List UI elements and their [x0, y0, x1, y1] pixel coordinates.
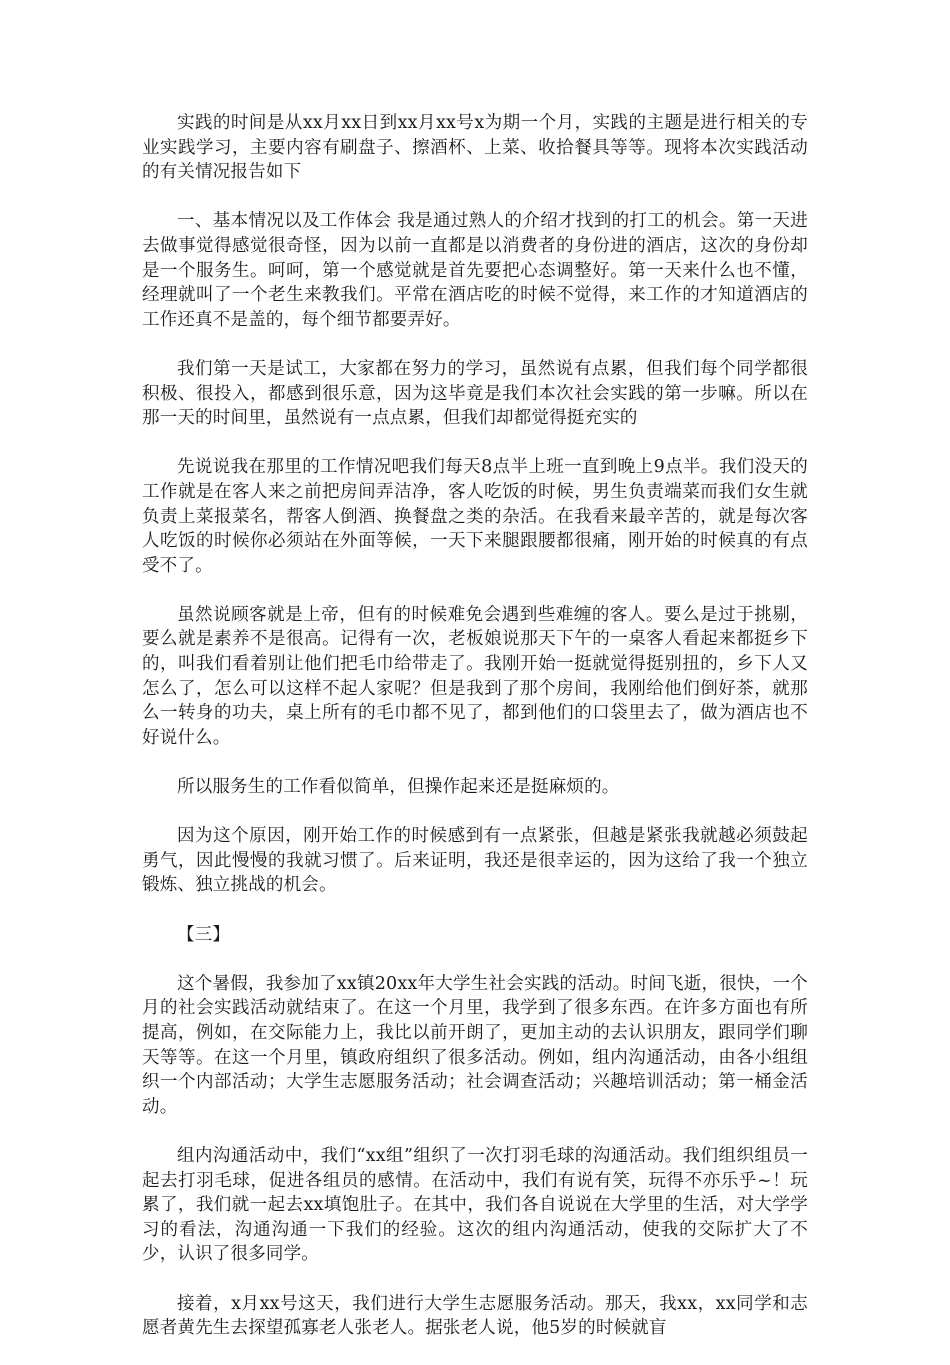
- paragraph-opportunity: 因为这个原因，刚开始工作的时候感到有一点紧张，但越是紧张我就越必须鼓起勇气，因此慢慢的我就习惯了。后来证明，我还是很幸运的，因为这给了我一个独立锻炼、独立挑战的机会。: [142, 826, 808, 896]
- section-heading: 【三】: [177, 924, 231, 945]
- paragraph-basic-situation: 一、基本情况以及工作体会 我是通过熟人的介绍才找到的打工的机会。第一天进去做事觉得感觉很奇怪，因为以前一直都是以消费者的身份进的酒店，这次的身份却是一个服务生。呵呵，第一个感觉就是首先要把心态调整好。第一天来什么也不懂，经理就叫了一个老生来教我们。平常在酒店吃的时候不觉得，来工作的才知道酒店的工作还真不是盖的，每个细节都要弄好。: [142, 211, 808, 330]
- paragraph-conclusion-short: 所以服务生的工作看似简单，但操作起来还是挺麻烦的。: [177, 777, 620, 798]
- document-body: [142, 111, 808, 1365]
- paragraph-difficult-guests: 虽然说顾客就是上帝，但有的时候难免会遇到些难缠的客人。要么是过于挑剔，要么就是素养不是很高。记得有一次，老板娘说那天下午的一桌客人看起来都挺乡下的，叫我们看着别让他们把毛巾给带走了。我刚开始一挺就觉得挺别扭的，乡下人又怎么了，怎么可以这样不起人家呢？但是我到了那个房间，我刚给他们倒好茶，就那么一转身的功夫，桌上所有的毛巾都不见了，都到他们的口袋里去了，做为酒店也不好说什么。: [142, 604, 808, 748]
- paragraph-first-day: 我们第一天是试工，大家都在努力的学习，虽然说有点累，但我们每个同学都很积极、很投入，都感到很乐意，因为这毕竟是我们本次社会实践的第一步嘛。所以在那一天的时间里，虽然说有一点点累，但我们却都觉得挺充实的: [142, 358, 808, 429]
- paragraph-intro: 实践的时间是从xx月xx日到xx月xx号x为期一个月，实践的主题是进行相关的专业实践学习，主要内容有刷盘子、擦酒杯、上菜、收拾餐具等等。现将本次实践活动的有关情况报告如下: [142, 113, 808, 183]
- paragraph-volunteer-service: 接着，x月xx号这天，我们进行大学生志愿服务活动。那天，我xx，xx同学和志愿者黄先生去探望孤寡老人张老人。据张老人说，他5岁的时候就盲: [142, 1293, 808, 1339]
- paragraph-group-activity: 组内沟通活动中，我们“xx组”组织了一次打羽毛球的沟通活动。我们组织组员一起去打羽毛球，促进各组员的感情。在活动中，我们有说有笑，玩得不亦乐乎~！玩累了，我们就一起去xx填饱肚子。在其中，我们各自说说在大学里的生活，对大学学习的看法，沟通沟通一下我们的经验。这次的组内沟通活动，使我的交际扩大了不少，认识了很多同学。: [142, 1145, 808, 1265]
- paragraph-summer-practice: 这个暑假，我参加了xx镇20xx年大学生社会实践的活动。时间飞逝，很快，一个月的社会实践活动就结束了。在这一个月里，我学到了很多东西。在许多方面也有所提高，例如，在交际能力上，我比以前开朗了，更加主动的去认识朋友，跟同学们聊天等等。在这一个月里，镇政府组织了很多活动。例如，组内沟通活动，由各小组组织一个内部活动；大学生志愿服务活动；社会调查活动；兴趣培训活动；第一桶金活动。: [142, 973, 808, 1117]
- paragraph-work-details: 先说说我在那里的工作情况吧我们每天8点半上班一直到晚上9点半。我们没天的工作就是在客人来之前把房间弄洁净，客人吃饭的时候，男生负责端菜而我们女生就负责上菜报菜名，帮客人倒酒、换餐盘之类的杂活。在我看来最辛苦的，就是每次客人吃饭的时候你必须站在外面等候，一天下来腿跟腰都很痛，刚开始的时候真的有点受不了。: [142, 457, 808, 576]
